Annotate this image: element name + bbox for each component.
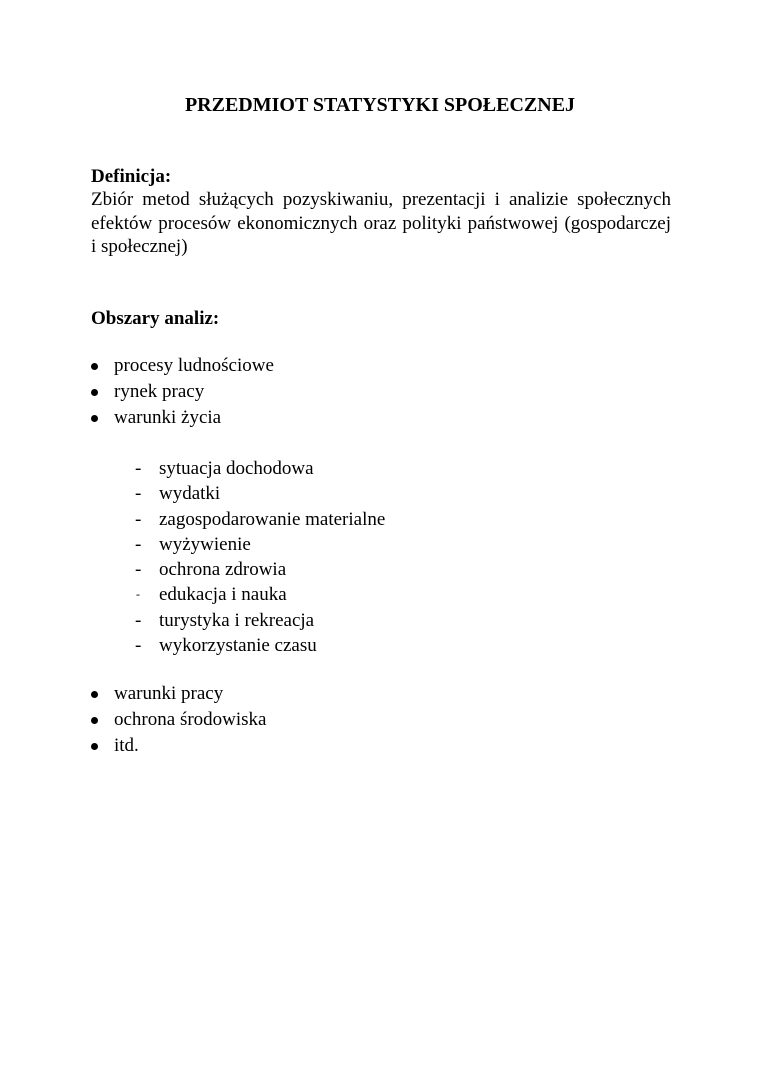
dash-marker: -: [135, 533, 142, 555]
list-item: [91, 681, 267, 707]
dash-marker: -: [135, 483, 142, 505]
areas-list-primary: [91, 353, 274, 431]
bullet-icon: [91, 691, 98, 698]
dash-marker: -: [136, 587, 140, 602]
dash-marker: -: [135, 635, 142, 657]
definition-text: Zbiór metod służących pozyskiwaniu, prezentacji i analizie społecznych efektów procesów ekonomicznych oraz polityki państwowej (gospodarczej i społecznej): [91, 189, 671, 257]
sublist-item: [133, 557, 385, 582]
sublist-item-label: zagospodarowanie materialne: [159, 508, 386, 530]
list-item: [91, 733, 267, 759]
list-item-label: warunki życia: [114, 407, 222, 428]
sublist-item-label: wykorzystanie czasu: [159, 635, 317, 657]
sublist-item-label: wydatki: [159, 483, 221, 505]
dash-marker: -: [135, 609, 142, 631]
areas-heading: Obszary analiz:: [91, 308, 220, 329]
bullet-icon: [91, 363, 98, 370]
list-item-label: warunki pracy: [114, 683, 224, 704]
definition-heading: Definicja:: [91, 166, 172, 187]
areas-list-secondary: [91, 681, 267, 759]
sublist-item: [133, 608, 385, 633]
dash-marker: -: [135, 508, 142, 530]
sublist-item-label: edukacja i nauka: [159, 584, 287, 606]
list-item: [91, 379, 274, 405]
living-conditions-sublist: [133, 456, 385, 658]
sublist-item-label: turystyka i rekreacja: [159, 609, 315, 631]
dash-marker: -: [135, 458, 142, 479]
list-item-label: ochrona środowiska: [114, 709, 267, 730]
sublist-item-label: sytuacja dochodowa: [159, 458, 314, 479]
bullet-icon: [91, 743, 98, 750]
sublist-item: [133, 481, 385, 506]
sublist-item: [133, 456, 385, 481]
list-item: [91, 353, 274, 379]
dash-marker: -: [135, 559, 142, 581]
page-title: PRZEDMIOT STATYSTYKI SPOŁECZNEJ: [184, 94, 576, 116]
sublist-item: [133, 532, 385, 557]
bullet-icon: [91, 717, 98, 724]
sublist-item: [133, 582, 385, 607]
list-item: [91, 405, 274, 431]
sublist-item: [133, 507, 385, 532]
list-item-label: rynek pracy: [114, 381, 205, 402]
bullet-icon: [91, 415, 98, 422]
bullet-icon: [91, 389, 98, 396]
list-item: [91, 707, 267, 733]
list-item-label: procesy ludnościowe: [114, 355, 274, 376]
sublist-item-label: wyżywienie: [159, 533, 251, 555]
sublist-item: [133, 633, 385, 658]
list-item-label: itd.: [114, 735, 139, 756]
sublist-item-label: ochrona zdrowia: [159, 559, 287, 581]
